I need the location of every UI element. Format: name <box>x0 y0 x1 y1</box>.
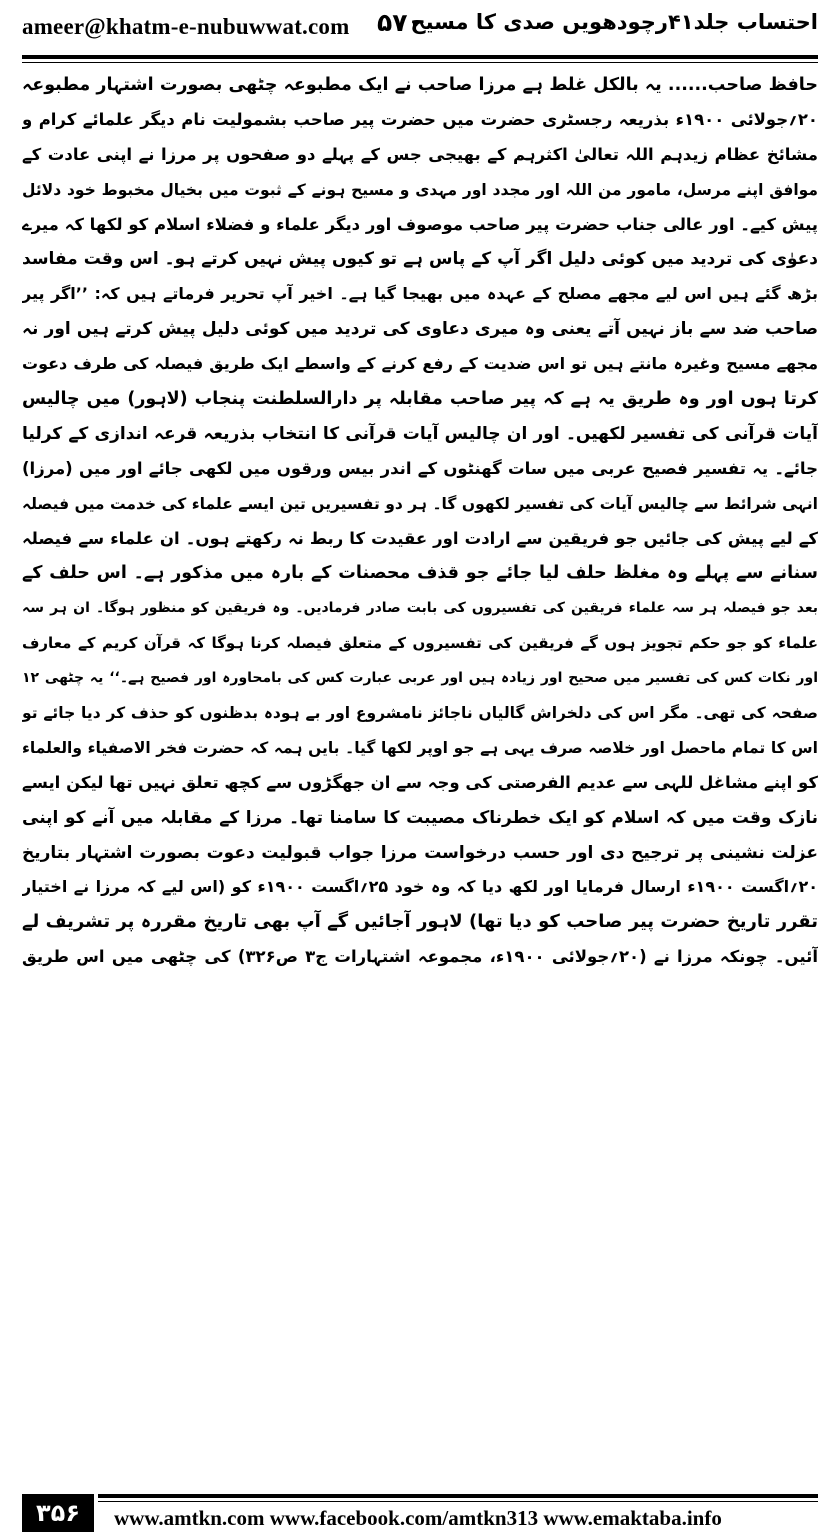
text-line: سنانے سے پہلے وہ مغلظ حلف لیا جائے جو قذف محصنات کے بارہ میں مذکور ہے۔ اس حلف کے <box>22 563 818 584</box>
footer-links: www.amtkn.com www.facebook.com/amtkn313 www.emaktaba.info <box>114 1506 722 1530</box>
text-line: صاحب ضد سے باز نہیں آتے یعنی وہ میری دعاوی کی تردید میں کوئی دلیل پیش کرتے ہیں اور نہ <box>22 319 818 340</box>
header-source-page-number: ۵۷۰ <box>377 8 423 37</box>
text-line: مشائخ عظام زیدہم اللہ تعالیٰ اکثرہم کے بھیجی جس کے پہلے دو صفحوں پر مرزا نے اپنی عادت کے <box>22 144 818 164</box>
text-line: کو اپنے مشاغل للہی سے عدیم الفرصتی کی وجہ سے ان جھگڑوں سے کچھ تعلق نہیں تھا لیکن ایسے <box>22 772 818 792</box>
text-line: صفحہ کی تھی۔ مگر اس کی دلخراش گالیاں ناجائز نامشروع اور بے ہودہ بدظنوں کو حذف کر دیا جائے تو <box>22 704 818 723</box>
header-rule-thin <box>22 62 818 63</box>
page-header <box>22 6 818 52</box>
footer-rule-thick <box>98 1494 818 1498</box>
header-rule-thick <box>22 55 818 59</box>
text-line: موافق اپنے مرسل، مامور من اللہ اور مجدد اور مہدی و مسیح ہونے کے ثبوت میں بخیال مخبوط خود دلائل <box>22 180 818 199</box>
text-line: نازک وقت میں کہ اسلام کو ایک خطرناک مصیبت کا سامنا تھا۔ مرزا کے مقابلہ میں آنے کو اپنی <box>22 807 818 828</box>
text-line: جائے۔ یہ تفسیر فصیح عربی میں سات گھنٹوں کے اندر بیس ورقوں میں لکھی جائے اور میں (مرزا) <box>22 458 818 478</box>
text-line: کرتا ہوں اور وہ طریق یہ ہے کہ پیر صاحب مقابلہ پر دارالسلطنت پنجاب (لاہور) میں چالیس <box>22 389 818 410</box>
header-email: ameer@khatm-e-nubuwwat.com <box>22 14 350 39</box>
text-line: دعوٰی کی تردید میں کوئی دلیل اگر آپ کے پاس ہے تو کیوں پیش نہیں کرتے ہو۔ اس وقت مفاسد <box>22 249 818 270</box>
text-line: آیات قرآنی کی تفسیر لکھیں۔ اور ان چالیس آیات قرآنی کا انتخاب بذریعہ قرعہ اندازی کے کرلیا <box>22 423 818 444</box>
text-line: ۲۰؍اگست ۱۹۰۰ء ارسال فرمایا اور لکھ دیا کہ وہ خود ۲۵؍اگست ۱۹۰۰ء کو (اس لیے کہ مرزا نے اختیار <box>22 877 818 897</box>
text-line: علماء کو جو حکم تجویز ہوں گے فریقین کی تفسیروں کے متعلق فیصلہ کرنا ہوگا کہ قرآن کریم کے معارف <box>22 634 818 653</box>
text-line: تقرر تاریخ حضرت پیر صاحب کو دیا تھا) لاہور آجائیں گے آپ بھی تاریخ مقررہ پر تشریف لے <box>22 911 818 933</box>
body-text <box>22 68 818 975</box>
text-line: بڑھ گئے ہیں اس لیے مجھے مصلح کے عہدہ میں بھیجا گیا ہے۔ اخیر آپ تحریر فرماتے ہیں کہ: ’’اگر پیر <box>22 284 818 304</box>
page-footer <box>22 1494 818 1534</box>
running-title: احتساب جلد۴۱رچودھویں صدی کا مسیح <box>410 10 818 34</box>
text-line: کے لیے پیش کی جائیں جو فریقین سے ارادت اور عقیدت کا ربط نہ رکھتے ہوں۔ ان علماء سے فیصلہ <box>22 528 818 548</box>
text-line: حافظ صاحب...... یہ بالکل غلط ہے مرزا صاحب نے ایک مطبوعہ چٹھی بصورت اشتہار مطبوعہ <box>22 75 818 95</box>
text-line: پیش کیے۔ اور عالی جناب حضرت پیر صاحب موصوف اور دیگر علماء و فضلاء اسلام کو لکھا کہ میرے <box>22 214 818 234</box>
text-line: آئیں۔ چونکہ مرزا نے (۲۰؍جولائی ۱۹۰۰ء، مجموعہ اشتہارات ج۳ ص۳۲۶) کی چٹھی میں اس طریق <box>22 947 818 967</box>
text-line: عزلت نشینی پر ترجیح دی اور حسب درخواست مرزا جواب قبولیت دعوت بصورت اشتہار بتاریخ <box>22 842 818 863</box>
text-line: مجھے مسیح وغیرہ مانتے ہیں تو اس ضدیت کے رفع کرنے کے واسطے ایک طریق فیصلہ کی طرف دعوت <box>22 354 818 374</box>
text-line: انہی شرائط سے چالیس آیات کی تفسیر لکھوں گا۔ ہر دو تفسیریں تین ایسے علماء کی خدمت میں فیصلہ <box>22 494 818 513</box>
text-line: بعد جو فیصلہ ہر سہ علماء فریقین کی تفسیروں کی بابت صادر فرمادیں۔ وہ فریقین کو منظور ہوگا۔ ان ہر سہ <box>22 600 818 617</box>
text-line: ۲۰؍جولائی ۱۹۰۰ء بذریعہ رجسٹری حضرت میں حضرت پیر صاحب بشمولیت نام دیگر علمائے کرام و <box>22 109 818 129</box>
text-line: اس کا تمام ماحصل اور خلاصہ صرف یہی ہے جو اوپر لکھا گیا۔ بایں ہمہ کہ حضرت فخر الاصفیاء والعلماء <box>22 738 818 757</box>
footer-rule-thin <box>98 1501 818 1502</box>
text-line: اور نکات کس کی تفسیر میں صحیح اور زیادہ ہیں اور عربی عبارت کس کی بامحاورہ اور فصیح ہے۔‘‘ یہ چٹھی ۱۲ <box>22 670 818 687</box>
page-number-box: ۳۵۶ <box>22 1494 94 1532</box>
